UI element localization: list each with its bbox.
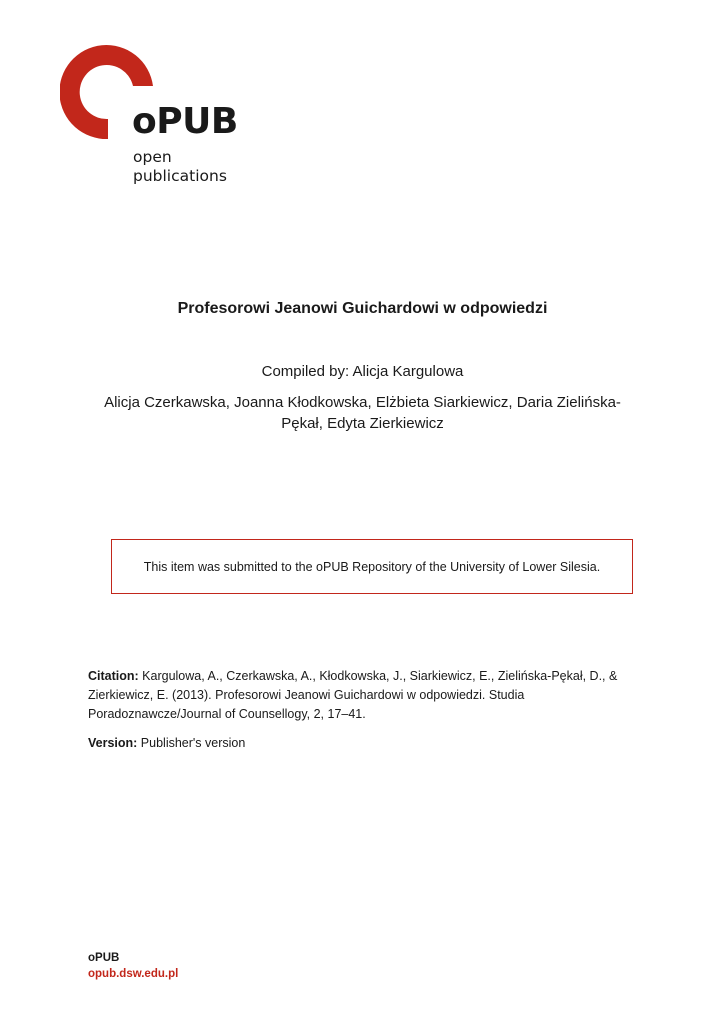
- footer-repository-link[interactable]: opub.dsw.edu.pl: [88, 968, 179, 980]
- footer-brand: oPUB: [88, 952, 120, 964]
- repository-notice-text: This item was submitted to the oPUB Repository of the University of Lower Silesia.: [143, 559, 601, 574]
- citation-text: Kargulowa, A., Czerkawska, A., Kłodkowska, J., Siarkiewicz, E., Zielińska-Pękał, D., & Zierkiewicz, E. (2013). Profesorowi Jeanowi Guichardowi w odpowiedzi. Studia Poradoznawcze/Journal of Counsellogy, 2, 17–41.: [88, 669, 618, 721]
- version-block: [88, 736, 245, 750]
- repository-notice-box: [111, 539, 633, 594]
- logo-wordmark: oPUB: [132, 101, 238, 142]
- document-title: Profesorowi Jeanowi Guichardowi w odpowiedzi: [177, 300, 548, 317]
- logo-subtitle-line1: open: [133, 148, 172, 166]
- citation-block: [88, 667, 648, 724]
- version-label: Version:: [88, 736, 138, 750]
- citation-label: Citation:: [88, 669, 139, 683]
- compiled-by: Compiled by: Alicja Kargulowa: [261, 363, 464, 380]
- footer: [88, 950, 178, 982]
- logo-subtitle: [133, 148, 227, 186]
- logo-subtitle-line2: publications: [133, 167, 227, 185]
- opub-logo: [60, 42, 260, 192]
- authors-list: Alicja Czerkawska, Joanna Kłodkowska, Elżbieta Siarkiewicz, Daria Zielińska-Pękał, Edyta Zierkiewicz: [104, 394, 621, 432]
- version-text: Publisher's version: [137, 736, 246, 750]
